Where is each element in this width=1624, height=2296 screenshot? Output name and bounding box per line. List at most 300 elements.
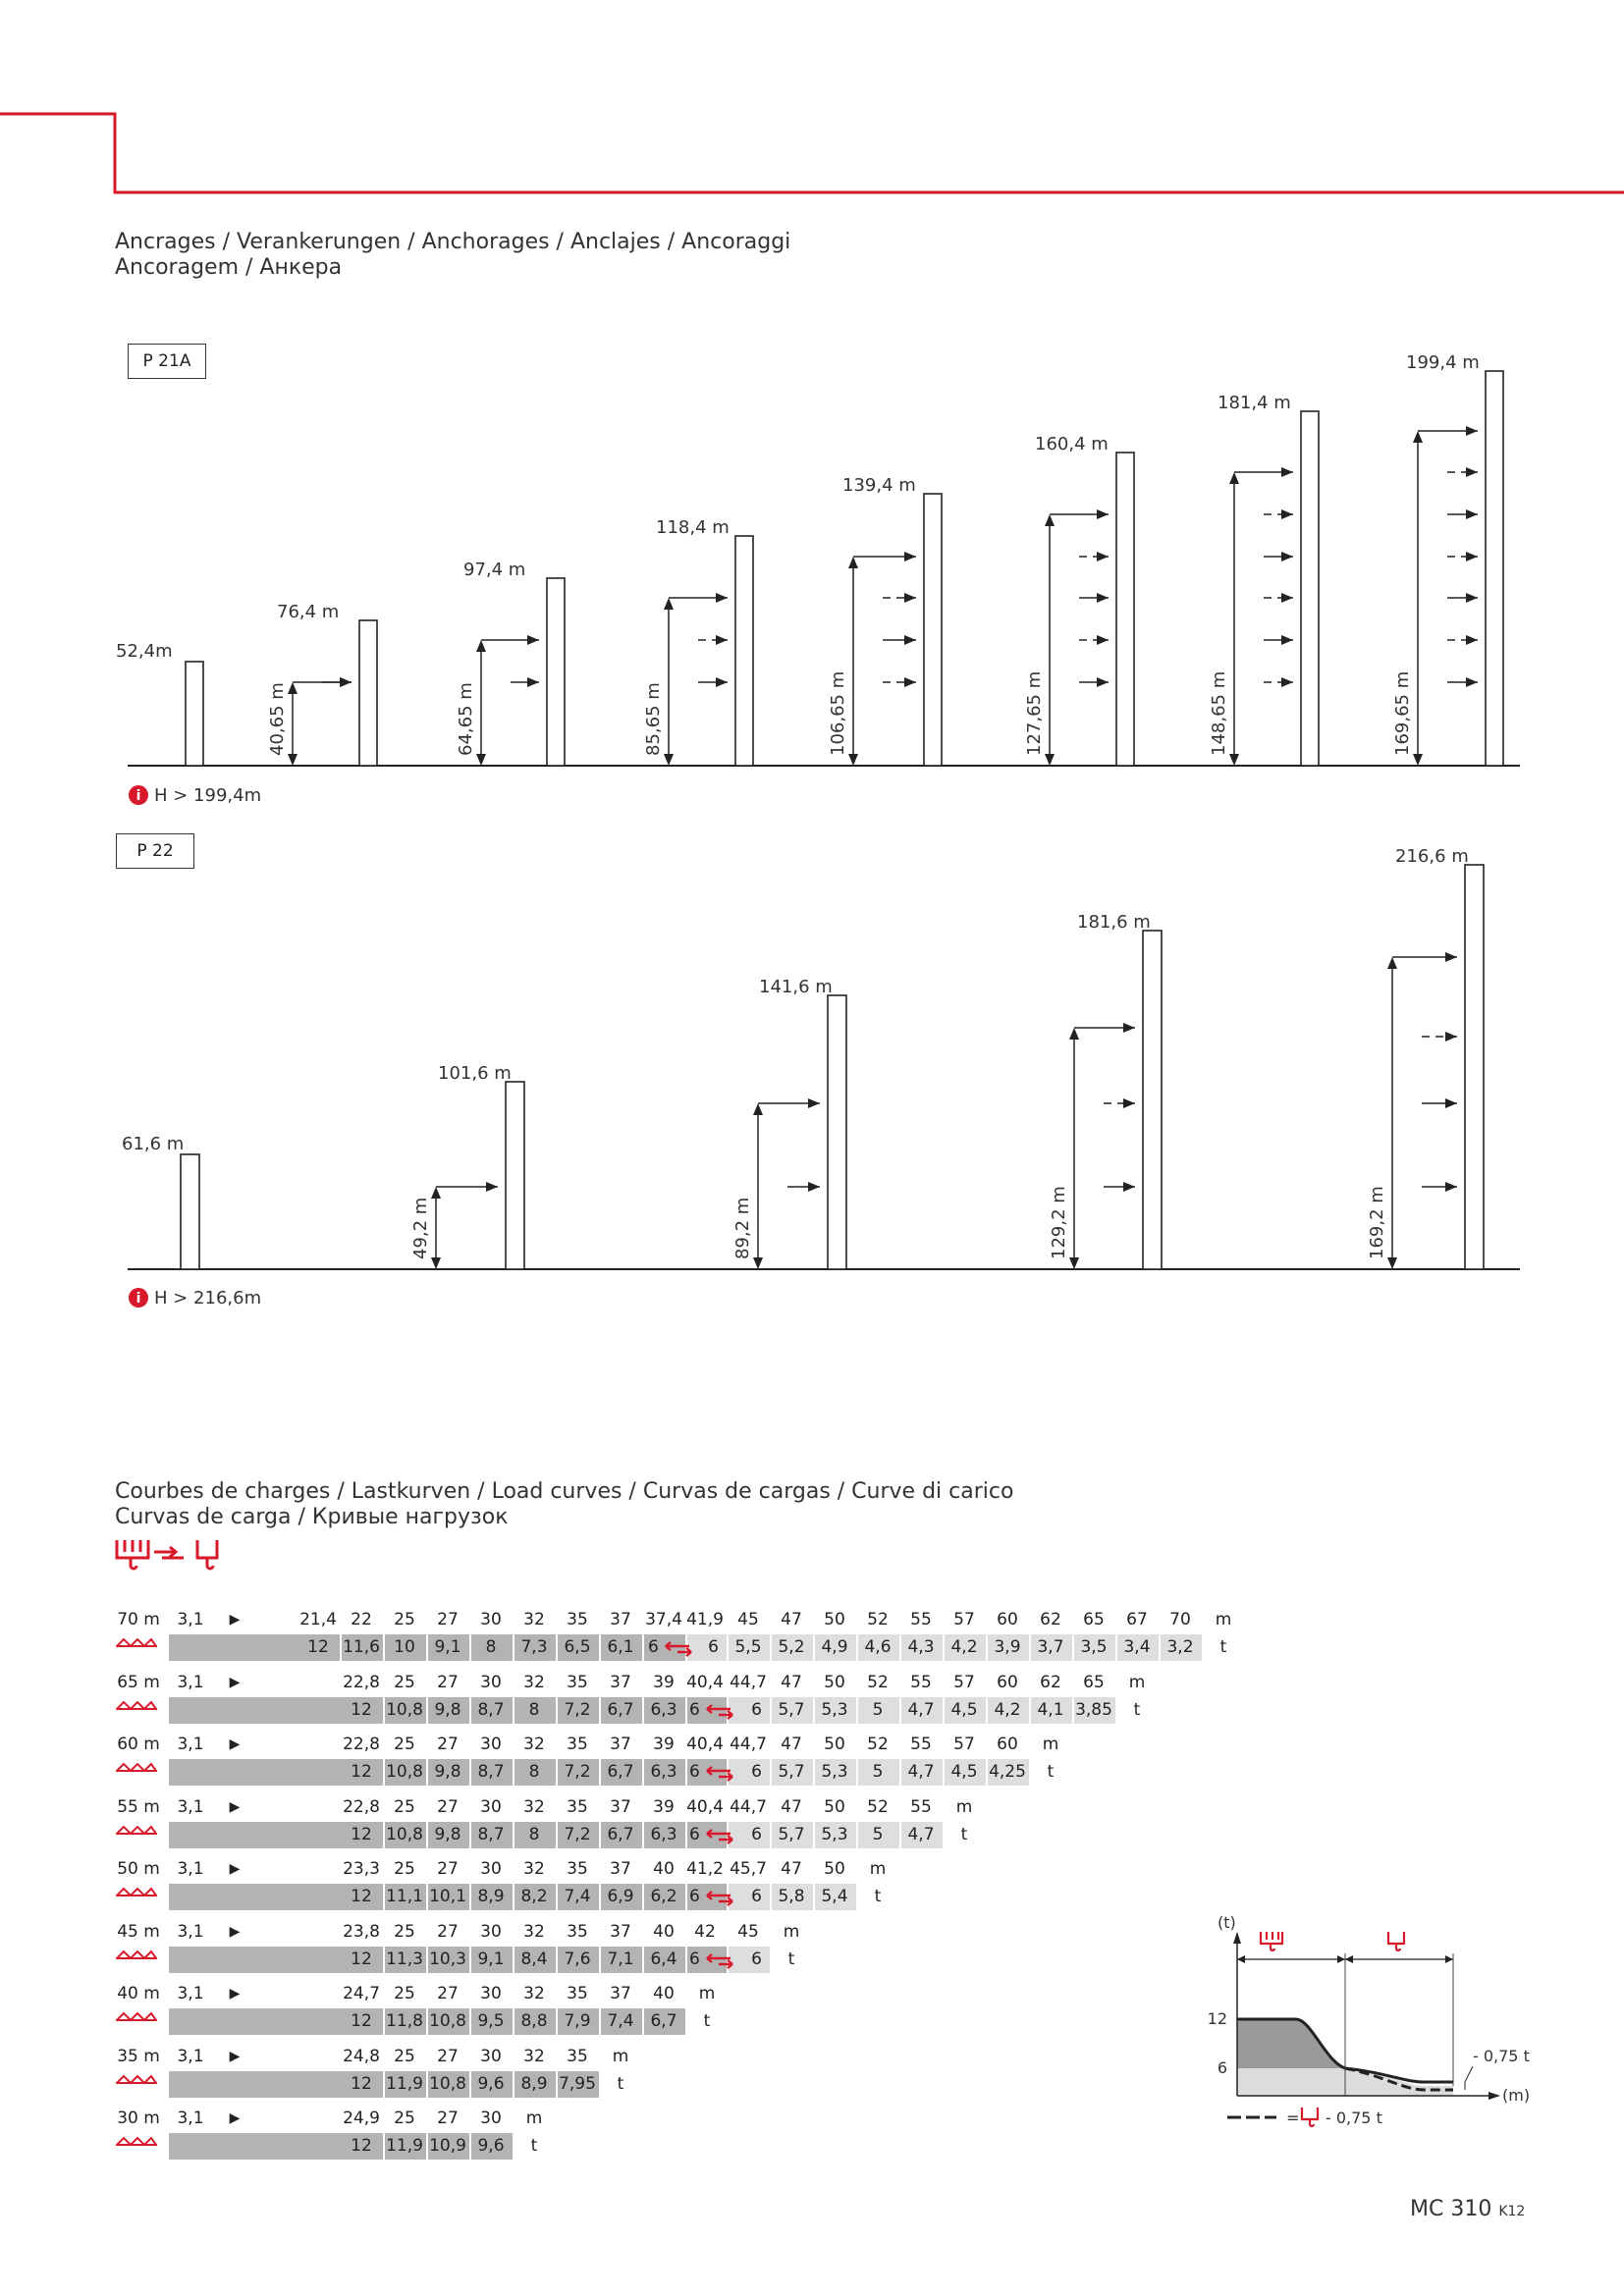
load-value: 5,7 [778, 1762, 805, 1782]
footer-model-variant: K12 [1498, 2204, 1526, 2219]
load-value: 9,8 [434, 1824, 461, 1844]
mast-height-label: 61,6 m [122, 1134, 185, 1154]
cell-separator [685, 1947, 687, 1973]
radius-value: 25 [394, 1984, 415, 2003]
play-arrow-icon: ▶ [229, 1861, 241, 1877]
load-value: 7,2 [564, 1699, 591, 1720]
unit-t: t [703, 2011, 711, 2031]
load-value: 8,8 [520, 2011, 548, 2031]
anchor-height-label: 40,65 m [267, 682, 288, 756]
mast-height-label: 181,6 m [1077, 912, 1151, 933]
anchorages-title-line2: Ancoragem / Анкера [115, 255, 343, 280]
radius-value: 57 [953, 1735, 975, 1754]
load-value: 7,4 [607, 2011, 634, 2031]
load-value: 4,7 [907, 1762, 935, 1782]
radius-value: 37 [610, 1859, 631, 1879]
radius-value: 24,8 [343, 2046, 380, 2066]
anchor-height-label: 106,65 m [828, 670, 848, 756]
hook-change-arrow-svg [703, 1763, 736, 1783]
load-value: 6,4 [650, 1949, 677, 1969]
play-arrow-icon: ▶ [229, 1736, 241, 1752]
radius-value: 55 [910, 1610, 932, 1629]
load-value: 12 [351, 2011, 372, 2031]
radius-value: 37 [610, 1735, 631, 1754]
jib-icon-svg [116, 1949, 157, 1962]
load-value: 12 [351, 1762, 372, 1782]
load-value: 6,7 [607, 1699, 634, 1720]
radius-value: 70 [1169, 1610, 1191, 1629]
cell-separator [685, 2008, 687, 2035]
hook-change-arrow-icon [703, 1826, 736, 1849]
load-value: 6 [751, 1949, 762, 1969]
load-value: 8,7 [477, 1762, 505, 1782]
radius-value: 60 [997, 1735, 1018, 1754]
mast-height-label: 160,4 m [1035, 434, 1109, 454]
radius-value: 27 [437, 1610, 459, 1629]
radius-value: 44,7 [730, 1796, 767, 1817]
cell-separator [685, 1822, 687, 1848]
radius-value: 37,4 [645, 1610, 682, 1629]
load-value: 6 [751, 1762, 762, 1782]
radius-value: 39 [653, 1735, 675, 1754]
graph-reduction-label: - 0,75 t [1473, 2047, 1530, 2065]
radius-value: 27 [437, 2046, 459, 2066]
radius-value: 44,7 [730, 1672, 767, 1692]
radius-value: 35 [567, 1735, 588, 1754]
radius-value: 27 [437, 2109, 459, 2128]
radius-value: 22,8 [343, 1672, 380, 1692]
load-value: 7,4 [564, 1887, 591, 1906]
radius-value: 22,8 [343, 1796, 380, 1817]
load-value: 6,1 [607, 1637, 634, 1657]
load-value: 11,9 [386, 2073, 423, 2094]
load-value: 4,5 [950, 1699, 978, 1720]
load-value: 10,8 [429, 2073, 466, 2094]
radius-value: 27 [437, 1921, 459, 1942]
radius-value: 32 [523, 1735, 545, 1754]
min-radius: 3,1 [177, 1796, 204, 1817]
radius-value: 32 [523, 1859, 545, 1879]
load-value: 5,3 [821, 1824, 848, 1844]
info-height-text: H > 216,6m [154, 1288, 262, 1308]
hook-change-arrow-svg [703, 1826, 736, 1845]
radius-value: 23,3 [343, 1859, 380, 1879]
min-radius: 3,1 [177, 1672, 204, 1692]
anchor-height-label: 148,65 m [1209, 670, 1229, 756]
load-value: 6 [689, 1824, 700, 1844]
reduction-leader [1465, 2066, 1473, 2082]
load-value: 6 [689, 1887, 700, 1906]
info-height-text: H > 199,4m [154, 785, 262, 806]
jib-length: 35 m [117, 2046, 160, 2066]
radius-value: 27 [437, 1735, 459, 1754]
load-value: 6 [689, 1762, 700, 1782]
radius-value: 21,4 [299, 1610, 337, 1629]
load-value: 6,5 [564, 1637, 591, 1657]
load-curve-row [0, 1856, 1624, 1906]
load-value: 7,3 [520, 1637, 548, 1657]
radius-value: 30 [480, 1735, 502, 1754]
footer-model-name: MC 310 [1410, 2197, 1492, 2221]
unit-m: m [525, 2109, 543, 2128]
graph-y-axis-label: (t) [1218, 1913, 1236, 1932]
min-radius: 3,1 [177, 1610, 204, 1629]
radius-value: 30 [480, 1921, 502, 1942]
radius-value: 52 [867, 1672, 889, 1692]
load-value: 8,4 [520, 1949, 548, 1969]
radius-value: 25 [394, 1921, 415, 1942]
load-value: 7,9 [564, 2011, 591, 2031]
cell-separator [685, 1884, 687, 1910]
anchor-height-label: 89,2 m [732, 1197, 753, 1259]
play-arrow-icon: ▶ [229, 1798, 241, 1815]
load-value: 9,8 [434, 1762, 461, 1782]
load-value: 6,9 [607, 1887, 634, 1906]
graph-y12-label: 12 [1208, 2009, 1227, 2028]
jib-icon-svg [116, 1699, 157, 1713]
radius-value: 37 [610, 1610, 631, 1629]
load-value: 6,2 [650, 1887, 677, 1906]
load-value: 3,9 [994, 1637, 1021, 1657]
radius-value: 55 [910, 1672, 932, 1692]
graph-x-axis-label: (m) [1502, 2086, 1531, 2105]
load-curve-row [0, 1607, 1624, 1657]
load-value: 3,7 [1037, 1637, 1064, 1657]
double-hook-icon [1261, 1932, 1282, 1950]
cell-separator [513, 2133, 514, 2160]
radius-value: 35 [567, 1796, 588, 1817]
jib-icon [116, 1635, 157, 1654]
anchor-height-label: 64,65 m [456, 682, 476, 756]
load-value: 6 [689, 1949, 700, 1969]
load-curve-row [0, 1670, 1624, 1720]
jib-icon-svg [116, 1636, 157, 1650]
mast-height-label: 139,4 m [842, 475, 916, 496]
unit-t: t [1047, 1762, 1055, 1782]
load-value: 10,1 [429, 1887, 466, 1906]
radius-value: 44,7 [730, 1735, 767, 1754]
load-value: 8,7 [477, 1824, 505, 1844]
load-value: 4,3 [907, 1637, 935, 1657]
radius-value: 27 [437, 1796, 459, 1817]
mast-height-label: 76,4 m [277, 602, 340, 622]
load-value: 8 [528, 1824, 540, 1844]
load-value: 10,8 [386, 1762, 423, 1782]
radius-value: 50 [824, 1859, 845, 1879]
unit-m: m [698, 1984, 716, 2003]
load-curves-title-line2: Curvas de carga / Кривые нагрузок [115, 1505, 509, 1529]
load-value: 10 [394, 1637, 415, 1657]
radius-value: 45,7 [730, 1859, 767, 1879]
load-value: 12 [351, 1824, 372, 1844]
mast-height-label: 181,4 m [1218, 393, 1291, 413]
load-value: 10,8 [386, 1699, 423, 1720]
radius-value: 37 [610, 1921, 631, 1942]
p22-label: P 22 [116, 833, 194, 869]
load-value: 9,6 [477, 2073, 505, 2094]
load-value: 4,5 [950, 1762, 978, 1782]
load-value: 9,1 [434, 1637, 461, 1657]
jib-length: 30 m [117, 2109, 160, 2128]
radius-value: 40,4 [686, 1672, 724, 1692]
info-icon-glyph: i [135, 788, 141, 804]
radius-value: 35 [567, 1984, 588, 2003]
unit-t: t [874, 1887, 882, 1906]
cell-separator [642, 1634, 644, 1661]
load-value: 9,6 [477, 2136, 505, 2156]
hook-change-arrow-icon [662, 1638, 695, 1662]
hook-change-arrow-svg [703, 1701, 736, 1721]
radius-value: 27 [437, 1984, 459, 2003]
unit-m: m [612, 2046, 629, 2066]
play-arrow-icon: ▶ [229, 2110, 241, 2126]
radius-value: 39 [653, 1672, 675, 1692]
anchor-height-label: 85,65 m [643, 682, 664, 756]
cell-separator [685, 1697, 687, 1724]
play-arrow-icon: ▶ [229, 1986, 241, 2002]
radius-value: 60 [997, 1610, 1018, 1629]
radius-value: 32 [523, 1984, 545, 2003]
hook-change-arrow-svg [703, 1888, 736, 1907]
jib-icon-svg [116, 2135, 157, 2149]
load-value: 5,2 [778, 1637, 805, 1657]
load-value: 5 [872, 1762, 884, 1782]
radius-value: 47 [781, 1859, 802, 1879]
load-value: 6,7 [607, 1762, 634, 1782]
single-hook-shape [1388, 1932, 1404, 1950]
jib-icon [116, 1823, 157, 1842]
load-value: 10,3 [429, 1949, 466, 1969]
radius-value: 52 [867, 1735, 889, 1754]
min-radius: 3,1 [177, 2109, 204, 2128]
y-axis-arrow [1233, 1932, 1241, 1944]
load-value: 6,3 [650, 1762, 677, 1782]
load-value: 4,2 [994, 1699, 1021, 1720]
radius-value: 22,8 [343, 1735, 380, 1754]
radius-value: 32 [523, 1610, 545, 1629]
load-value: 6 [708, 1637, 719, 1657]
jib-length: 45 m [117, 1921, 160, 1942]
load-value: 8,7 [477, 1699, 505, 1720]
radius-value: 57 [953, 1672, 975, 1692]
load-value: 4,2 [950, 1637, 978, 1657]
jib-icon-svg [116, 1824, 157, 1838]
load-value: 3,5 [1080, 1637, 1108, 1657]
unit-m: m [869, 1859, 887, 1879]
radius-value: 25 [394, 1610, 415, 1629]
radius-value: 50 [824, 1735, 845, 1754]
legend-value: - 0,75 t [1326, 2109, 1382, 2127]
jib-icon [116, 2134, 157, 2153]
radius-value: 50 [824, 1610, 845, 1629]
radius-value: 32 [523, 2046, 545, 2066]
mast-height-label: 216,6 m [1395, 846, 1469, 867]
load-value: 10,8 [386, 1824, 423, 1844]
radius-value: 22 [351, 1610, 372, 1629]
load-value: 4,7 [907, 1824, 935, 1844]
unit-t: t [530, 2136, 538, 2156]
radius-value: 52 [867, 1610, 889, 1629]
anchor-height-label: 49,2 m [410, 1197, 431, 1259]
load-value: 7,1 [607, 1949, 634, 1969]
play-arrow-icon: ▶ [229, 1923, 241, 1940]
cell-separator [599, 2071, 601, 2098]
radius-value: 25 [394, 2109, 415, 2128]
load-value: 6 [648, 1637, 659, 1657]
radius-value: 40,4 [686, 1735, 724, 1754]
radius-value: 40 [653, 1921, 675, 1942]
radius-value: 30 [480, 2109, 502, 2128]
load-graph [1208, 1904, 1532, 2140]
jib-icon-svg [116, 1886, 157, 1899]
load-value: 8,9 [477, 1887, 505, 1906]
min-radius: 3,1 [177, 1859, 204, 1879]
jib-length: 60 m [117, 1735, 160, 1754]
radius-value: 35 [567, 1921, 588, 1942]
radius-value: 35 [567, 1859, 588, 1879]
load-value: 12 [351, 1887, 372, 1906]
mast-height-label: 97,4 m [463, 560, 526, 580]
load-value: 11,3 [386, 1949, 423, 1969]
load-curves-title-line1: Courbes de charges / Lastkurven / Load curves / Curvas de cargas / Curve di carico [115, 1479, 1014, 1504]
load-value: 5,4 [821, 1887, 848, 1906]
radius-value: 50 [824, 1796, 845, 1817]
jib-icon [116, 1760, 157, 1779]
jib-icon [116, 2072, 157, 2091]
jib-icon [116, 1885, 157, 1903]
radius-value: 47 [781, 1735, 802, 1754]
load-value: 9,8 [434, 1699, 461, 1720]
span-arrow [1337, 1955, 1345, 1963]
unit-t: t [1219, 1637, 1227, 1657]
radius-value: 24,9 [343, 2109, 380, 2128]
load-value: 12 [351, 1699, 372, 1720]
span-arrow [1345, 1955, 1353, 1963]
radius-value: 30 [480, 1859, 502, 1879]
unit-m: m [1215, 1610, 1232, 1629]
load-value: 7,6 [564, 1949, 591, 1969]
radius-value: 32 [523, 1921, 545, 1942]
p21a-label: P 21A [128, 344, 206, 379]
load-value: 3,4 [1123, 1637, 1151, 1657]
jib-icon-svg [116, 2073, 157, 2087]
min-radius: 3,1 [177, 1921, 204, 1942]
load-value: 6 [689, 1699, 700, 1720]
anchor-height-label: 129,2 m [1049, 1186, 1069, 1259]
radius-value: 30 [480, 1984, 502, 2003]
radius-value: 27 [437, 1672, 459, 1692]
radius-value: 23,8 [343, 1921, 380, 1942]
unit-m: m [1128, 1672, 1146, 1692]
jib-length: 55 m [117, 1796, 160, 1817]
mast-height-label: 118,4 m [656, 517, 730, 538]
load-value: 6,7 [607, 1824, 634, 1844]
info-icon-glyph: i [135, 1291, 141, 1307]
mast-height-label: 199,4 m [1406, 352, 1480, 373]
radius-value: 45 [737, 1921, 759, 1942]
radius-value: 25 [394, 1672, 415, 1692]
hook-change-arrow-icon [703, 1950, 736, 1974]
radius-value: 40,4 [686, 1796, 724, 1817]
anchor-height-label: 169,65 m [1392, 670, 1413, 756]
radius-value: 41,2 [686, 1859, 724, 1879]
load-value: 5 [872, 1699, 884, 1720]
load-value: 4,9 [821, 1637, 848, 1657]
play-arrow-icon: ▶ [229, 1674, 241, 1690]
single-hook-icon [1388, 1932, 1404, 1950]
cell-separator [685, 1759, 687, 1786]
radius-value: 67 [1126, 1610, 1148, 1629]
unit-t: t [960, 1824, 968, 1844]
unit-t: t [617, 2073, 624, 2094]
load-value: 6 [751, 1887, 762, 1906]
radius-value: 40 [653, 1984, 675, 2003]
span-arrow [1237, 1955, 1245, 1963]
span-arrow [1445, 1955, 1453, 1963]
radius-value: 60 [997, 1672, 1018, 1692]
load-value: 7,2 [564, 1824, 591, 1844]
hook-change-arrow-icon [703, 1763, 736, 1787]
radius-value: 24,7 [343, 1984, 380, 2003]
load-value: 4,1 [1037, 1699, 1064, 1720]
load-value: 12 [351, 2073, 372, 2094]
radius-value: 30 [480, 1672, 502, 1692]
radius-value: 30 [480, 2046, 502, 2066]
load-value: 8 [528, 1762, 540, 1782]
unit-t: t [1133, 1699, 1141, 1720]
cell-separator [1115, 1697, 1117, 1724]
load-value: 11,1 [386, 1887, 423, 1906]
cell-separator [856, 1884, 858, 1910]
cell-separator [1029, 1759, 1031, 1786]
load-value: 5,8 [778, 1887, 805, 1906]
load-curve-row [0, 1732, 1624, 1782]
anchorages-title-line1: Ancrages / Verankerungen / Anchorages / Anclajes / Ancoraggi [115, 230, 791, 254]
radius-value: 25 [394, 1859, 415, 1879]
graph-y6-label: 6 [1217, 2058, 1227, 2077]
radius-value: 30 [480, 1610, 502, 1629]
load-value: 12 [351, 2136, 372, 2156]
legend-equals: = [1286, 2109, 1300, 2127]
jib-icon [116, 1698, 157, 1717]
radius-value: 32 [523, 1796, 545, 1817]
play-arrow-icon: ▶ [229, 1612, 241, 1628]
load-value: 3,85 [1075, 1699, 1112, 1720]
jib-icon-svg [116, 1761, 157, 1775]
load-value: 3,2 [1166, 1637, 1194, 1657]
jib-icon-svg [116, 2010, 157, 2024]
radius-value: 40 [653, 1859, 675, 1879]
unit-t: t [787, 1949, 795, 1969]
radius-value: 25 [394, 1735, 415, 1754]
load-curve-row [0, 1794, 1624, 1844]
radius-value: 55 [910, 1796, 932, 1817]
load-value: 8 [528, 1699, 540, 1720]
load-value: 8 [485, 1637, 497, 1657]
load-value: 6 [751, 1699, 762, 1720]
radius-value: 42 [694, 1921, 716, 1942]
radius-value: 45 [737, 1610, 759, 1629]
radius-value: 37 [610, 1984, 631, 2003]
radius-value: 30 [480, 1796, 502, 1817]
cell-separator [943, 1822, 945, 1848]
anchor-height-label: 127,65 m [1024, 670, 1045, 756]
load-value: 5,7 [778, 1824, 805, 1844]
unit-m: m [783, 1921, 800, 1942]
radius-value: 35 [567, 1672, 588, 1692]
anchor-height-label: 169,2 m [1367, 1186, 1387, 1259]
jib-length: 50 m [117, 1859, 160, 1879]
